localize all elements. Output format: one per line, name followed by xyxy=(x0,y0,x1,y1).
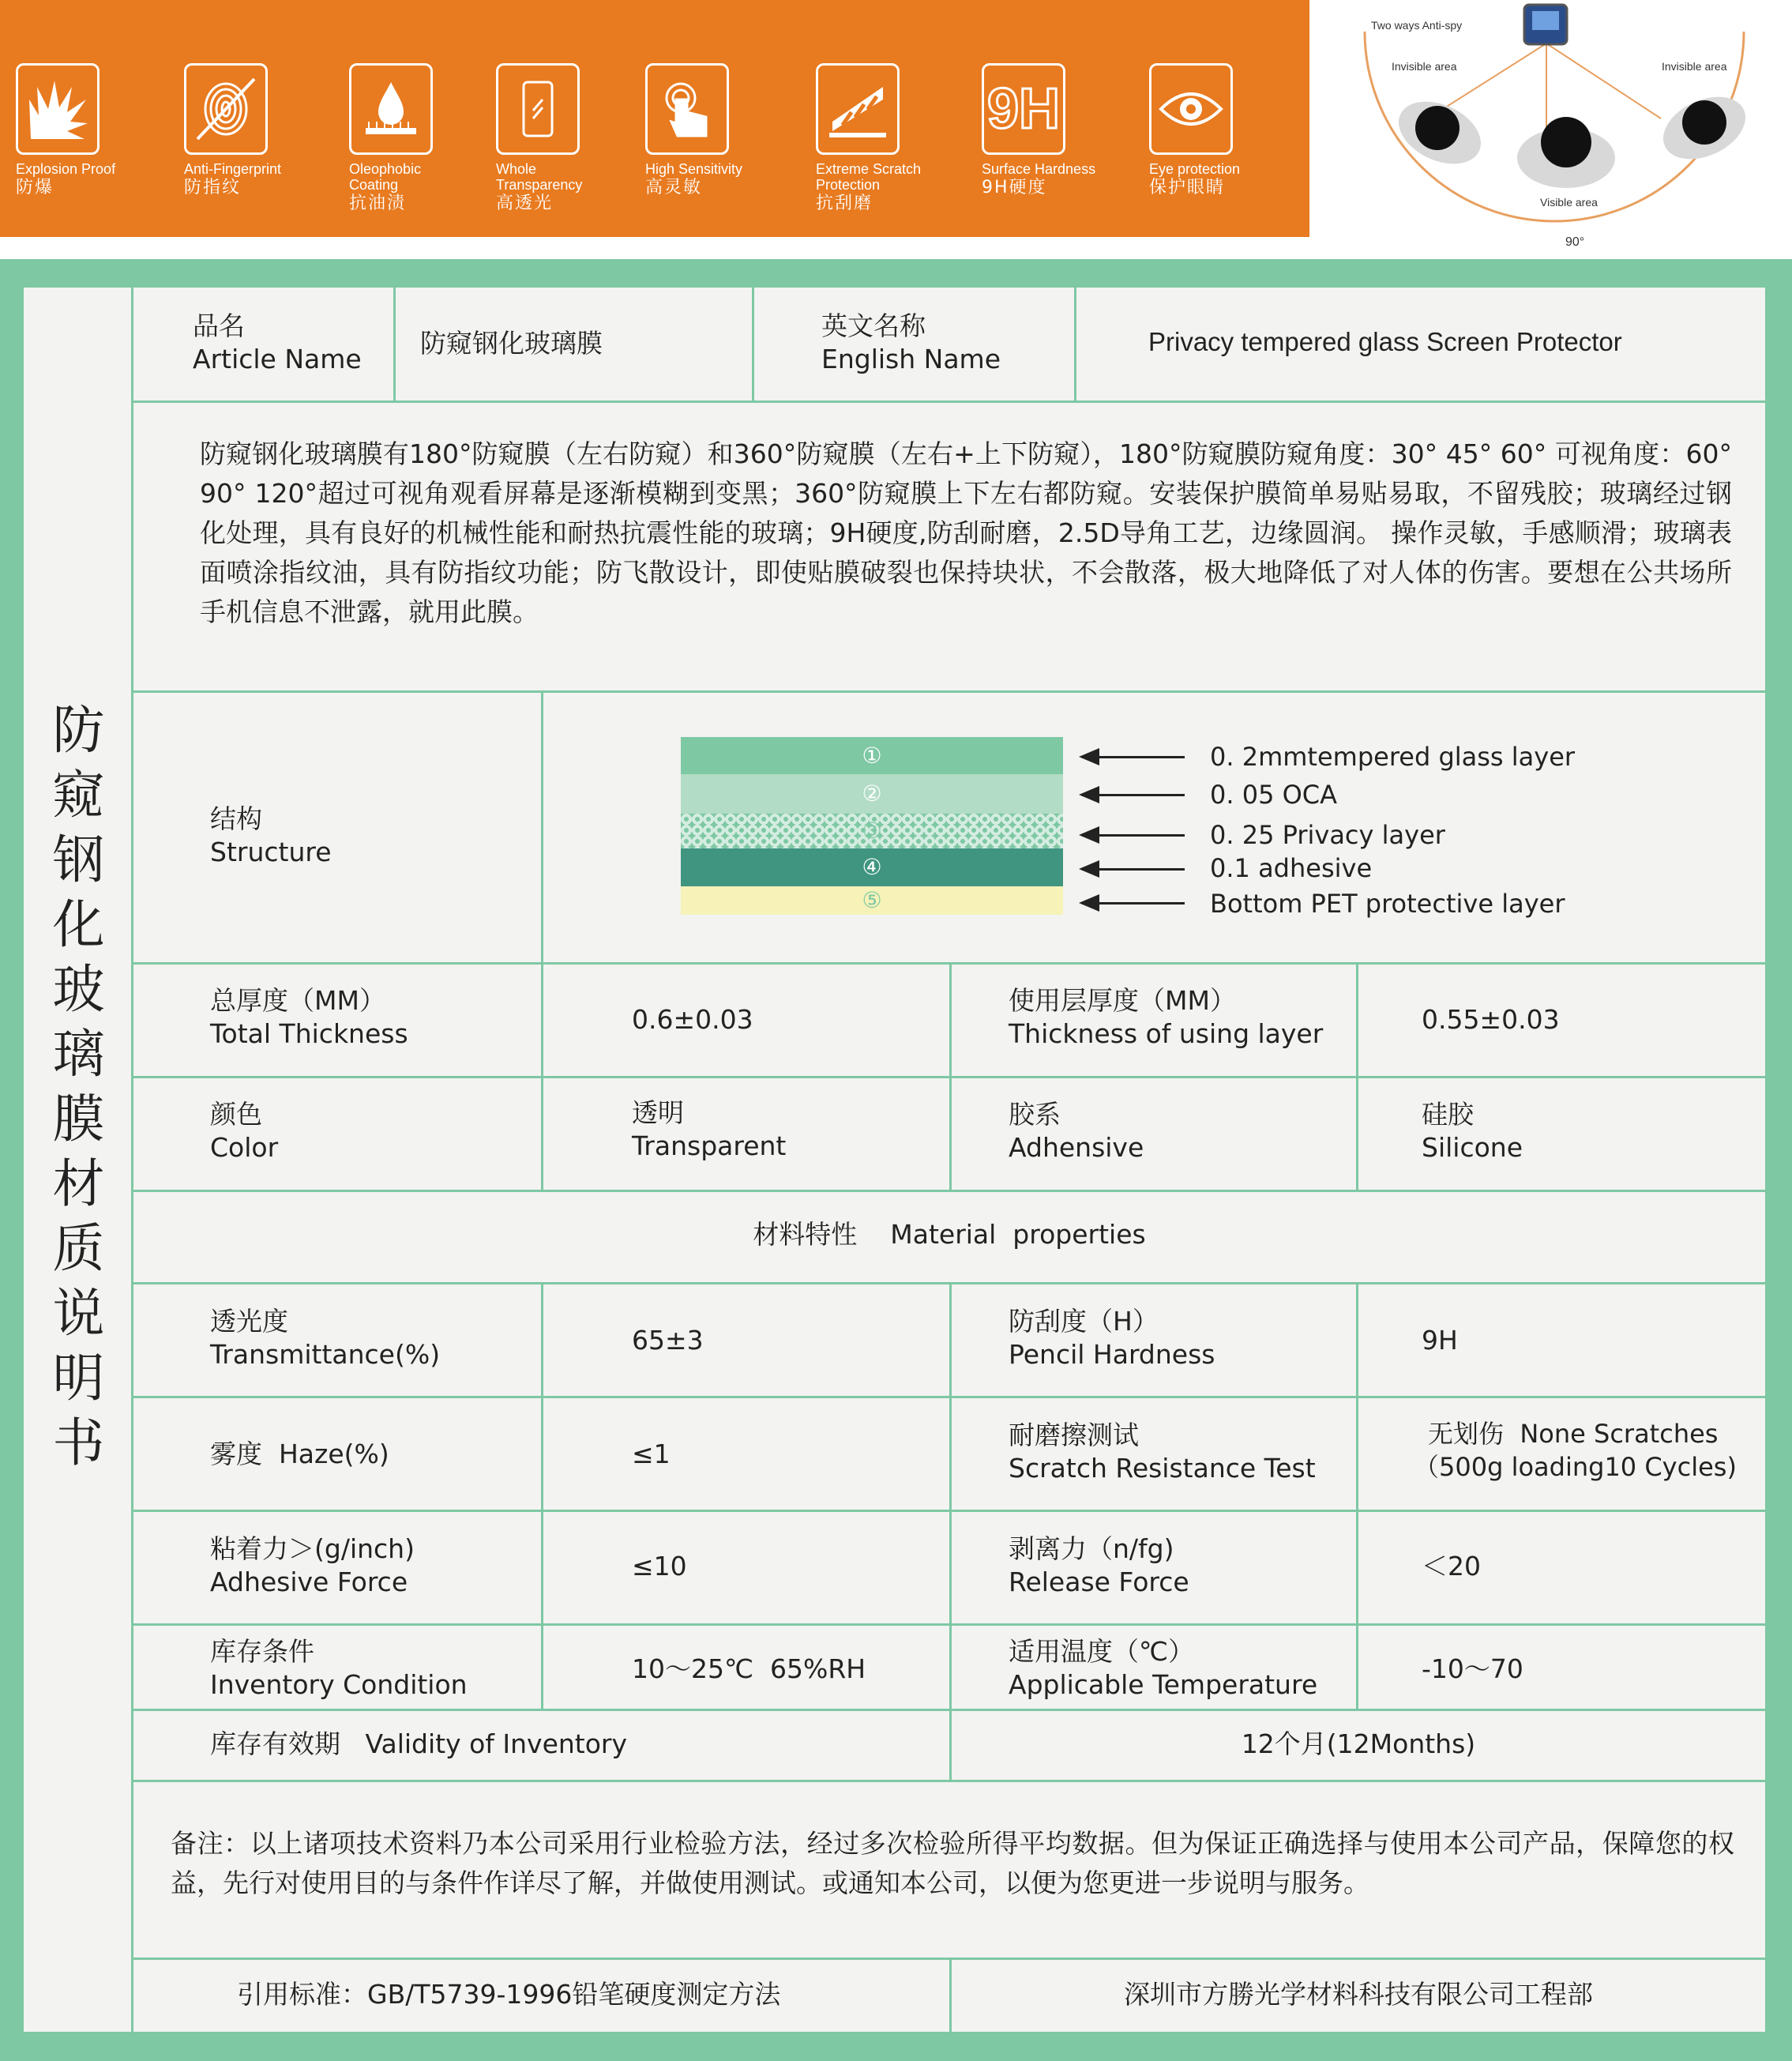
feature-oleophobic: Oleophobic Coating 抗油渍 xyxy=(333,63,491,215)
droplet-icon xyxy=(349,63,433,155)
layer-label-1: 0. 2mmtempered glass layer xyxy=(1210,742,1576,772)
remarks-note: 备注：以上诸项技术资料乃本公司采用行业检验方法，经过多次检验所得平均数据。但为保证正确选择与使用本公司产品，保障您的权益，先行对使用目的与条件作详尽了解，并做使用测试。或通知本公司，以便为您更进一步说明与服务。 xyxy=(171,1828,1734,1898)
material-properties-heading: 材料特性 Material properties xyxy=(753,1219,1146,1250)
vertical-title-char: 说 xyxy=(52,1283,105,1344)
anti-spy-diagram xyxy=(1309,0,1792,265)
eye-center xyxy=(1517,117,1615,188)
sidebar-title xyxy=(24,288,133,2032)
arrow-icon xyxy=(1082,902,1185,905)
company-name: 深圳市方勝光学材料科技有限公司工程部 xyxy=(1124,1979,1593,2010)
spy-invisible-left: Invisible area xyxy=(1392,60,1457,73)
layer-number-3: ③ xyxy=(862,818,882,844)
adhesive-force-label: 粘着力＞(g/inch) Adhesive Force xyxy=(210,1533,415,1597)
touch-icon xyxy=(645,63,729,155)
layer-number-4: ④ xyxy=(862,854,882,880)
total-thickness-value: 0.6±0.03 xyxy=(632,1004,753,1035)
article-name-value: 防窥钢化玻璃膜 xyxy=(420,328,603,359)
feature-anti-fingerprint: Anti-Fingerprint 防指纹 xyxy=(168,63,326,199)
feature-banner xyxy=(0,0,1309,237)
scratch-test-label: 耐磨擦测试 Scratch Resistance Test xyxy=(1009,1420,1316,1484)
feature-eye-protection: Eye protection 保护眼睛 xyxy=(1133,63,1291,199)
vertical-title-char: 书 xyxy=(52,1412,105,1473)
vertical-title xyxy=(24,698,133,1476)
transmittance-label: 透光度 Transmittance(%) xyxy=(210,1306,441,1370)
reference-standard: 引用标准：GB/T5739-1996铅笔硬度测定方法 xyxy=(237,1979,781,2010)
feature-explosion-proof: Explosion Proof 防爆 xyxy=(0,63,158,199)
arrow-icon xyxy=(1082,794,1185,796)
vertical-title-char: 防 xyxy=(52,700,105,761)
layer-label-2: 0. 05 OCA xyxy=(1210,780,1338,810)
layer-label-3: 0. 25 Privacy layer xyxy=(1210,820,1445,850)
adhesive-force-value: ≤10 xyxy=(632,1551,687,1581)
adhesive-type-value: 硅胶 Silicone xyxy=(1422,1099,1523,1163)
release-force-value: ＜20 xyxy=(1422,1551,1481,1581)
adhesive-type-label: 胶系 Adhensive xyxy=(1009,1099,1144,1163)
applicable-temperature-value: -10～70 xyxy=(1422,1653,1523,1684)
vertical-title-char: 钢 xyxy=(52,829,105,890)
validity-label: 库存有效期 Validity of Inventory xyxy=(210,1728,628,1759)
inventory-condition-value: 10～25℃ 65%RH xyxy=(632,1653,866,1684)
layer-label-4: 0.1 adhesive xyxy=(1210,853,1373,883)
applicable-temperature-label: 适用温度（℃） Applicable Temperature xyxy=(1009,1636,1318,1700)
vertical-title-char: 质 xyxy=(52,1218,105,1279)
anti-spy-illustration xyxy=(1309,0,1792,265)
spy-title: Two ways Anti-spy xyxy=(1371,19,1463,32)
spec-sheet xyxy=(0,259,1792,2061)
arrow-icon xyxy=(1082,756,1185,758)
using-layer-thickness-value: 0.55±0.03 xyxy=(1422,1004,1560,1035)
layer-number-1: ① xyxy=(862,743,882,769)
english-name-label: 英文名称 English Name xyxy=(821,310,1001,374)
haze-label: 雾度 Haze(%) xyxy=(210,1439,389,1469)
transmittance-value: 65±3 xyxy=(632,1325,704,1356)
eye-icon xyxy=(1149,63,1233,155)
layer-label-5: Bottom PET protective layer xyxy=(1210,889,1565,919)
scratch-icon xyxy=(816,63,900,155)
arrow-icon xyxy=(1082,834,1185,837)
article-name-label: 品名 Article Name xyxy=(193,310,362,374)
vertical-title-char: 窥 xyxy=(52,765,105,826)
structure-label: 结构 Structure xyxy=(210,803,332,867)
phone-icon xyxy=(496,63,580,155)
english-name-value: Privacy tempered glass Screen Protector xyxy=(1148,327,1622,356)
nine-h-icon: 9H xyxy=(982,63,1065,155)
feature-scratch-protection: Extreme Scratch Protection 抗刮磨 xyxy=(800,63,958,215)
vertical-title-char: 化 xyxy=(52,894,105,955)
vertical-title-char: 明 xyxy=(52,1348,105,1408)
arrow-icon xyxy=(1082,868,1185,871)
vertical-title-char: 材 xyxy=(52,1153,105,1214)
layer-number-2: ② xyxy=(862,780,882,807)
color-label: 颜色 Color xyxy=(210,1099,279,1163)
pencil-hardness-value: 9H xyxy=(1422,1325,1458,1356)
eye-left xyxy=(1388,89,1490,176)
spy-angle: 90° xyxy=(1565,235,1585,249)
validity-value: 12个月(12Months) xyxy=(1241,1728,1476,1759)
feature-high-sensitivity: High Sensitivity 高灵敏 xyxy=(629,63,787,199)
color-value: 透明 Transparent xyxy=(632,1097,787,1161)
explosion-icon xyxy=(16,63,100,155)
feature-surface-hardness: 9H Surface Hardness 9H硬度 xyxy=(966,63,1124,199)
vertical-title-char: 玻 xyxy=(52,959,105,1020)
pencil-hardness-label: 防刮度（H） Pencil Hardness xyxy=(1009,1306,1215,1370)
vertical-title-char: 膜 xyxy=(52,1089,105,1149)
inventory-condition-label: 库存条件 Inventory Condition xyxy=(210,1636,468,1700)
total-thickness-label: 总厚度（MM） Total Thickness xyxy=(210,985,408,1049)
using-layer-thickness-label: 使用层厚度（MM） Thickness of using layer xyxy=(1009,985,1324,1049)
product-description: 防窥钢化玻璃膜有180°防窥膜（左右防窥）和360°防窥膜（左右+上下防窥），180°防窥膜防窥角度：30° 45° 60° 可视角度：60° 90° 120°超过可视角观看屏幕是逐渐模糊到变黑；360°防窥膜上下左右都防窥。安装保护膜简单易贴易取，不留残胶；玻璃经过钢化处理，具有良好的机械性能和耐热抗震性能的玻璃；9H硬度,防刮耐磨，2.5D导角工艺，边缘圆润。 操作灵敏，手感顺滑；玻璃表面喷涂指纹油，具有防指纹功能；防飞散设计，即使贴膜破裂也保持块状，不会散落，极大地降低了对人体的伤害。要想在公共场所手机信息不泄露，就用此膜。 xyxy=(200,438,1732,627)
eye-right xyxy=(1653,85,1755,171)
scratch-test-value: 无划伤 None Scratches （500g loading10 Cycles) xyxy=(1414,1419,1737,1482)
feature-whole-transparency: Whole Transparency 高透光 xyxy=(480,63,638,215)
spec-table xyxy=(24,288,1765,2032)
spy-invisible-right: Invisible area xyxy=(1662,60,1727,73)
haze-value: ≤1 xyxy=(632,1439,671,1469)
release-force-label: 剥离力（n/fg) Release Force xyxy=(1009,1533,1189,1597)
fingerprint-icon xyxy=(184,63,268,155)
vertical-title-char: 璃 xyxy=(52,1024,105,1085)
layer-number-5: ⑤ xyxy=(862,887,882,913)
spy-visible: Visible area xyxy=(1540,196,1598,209)
